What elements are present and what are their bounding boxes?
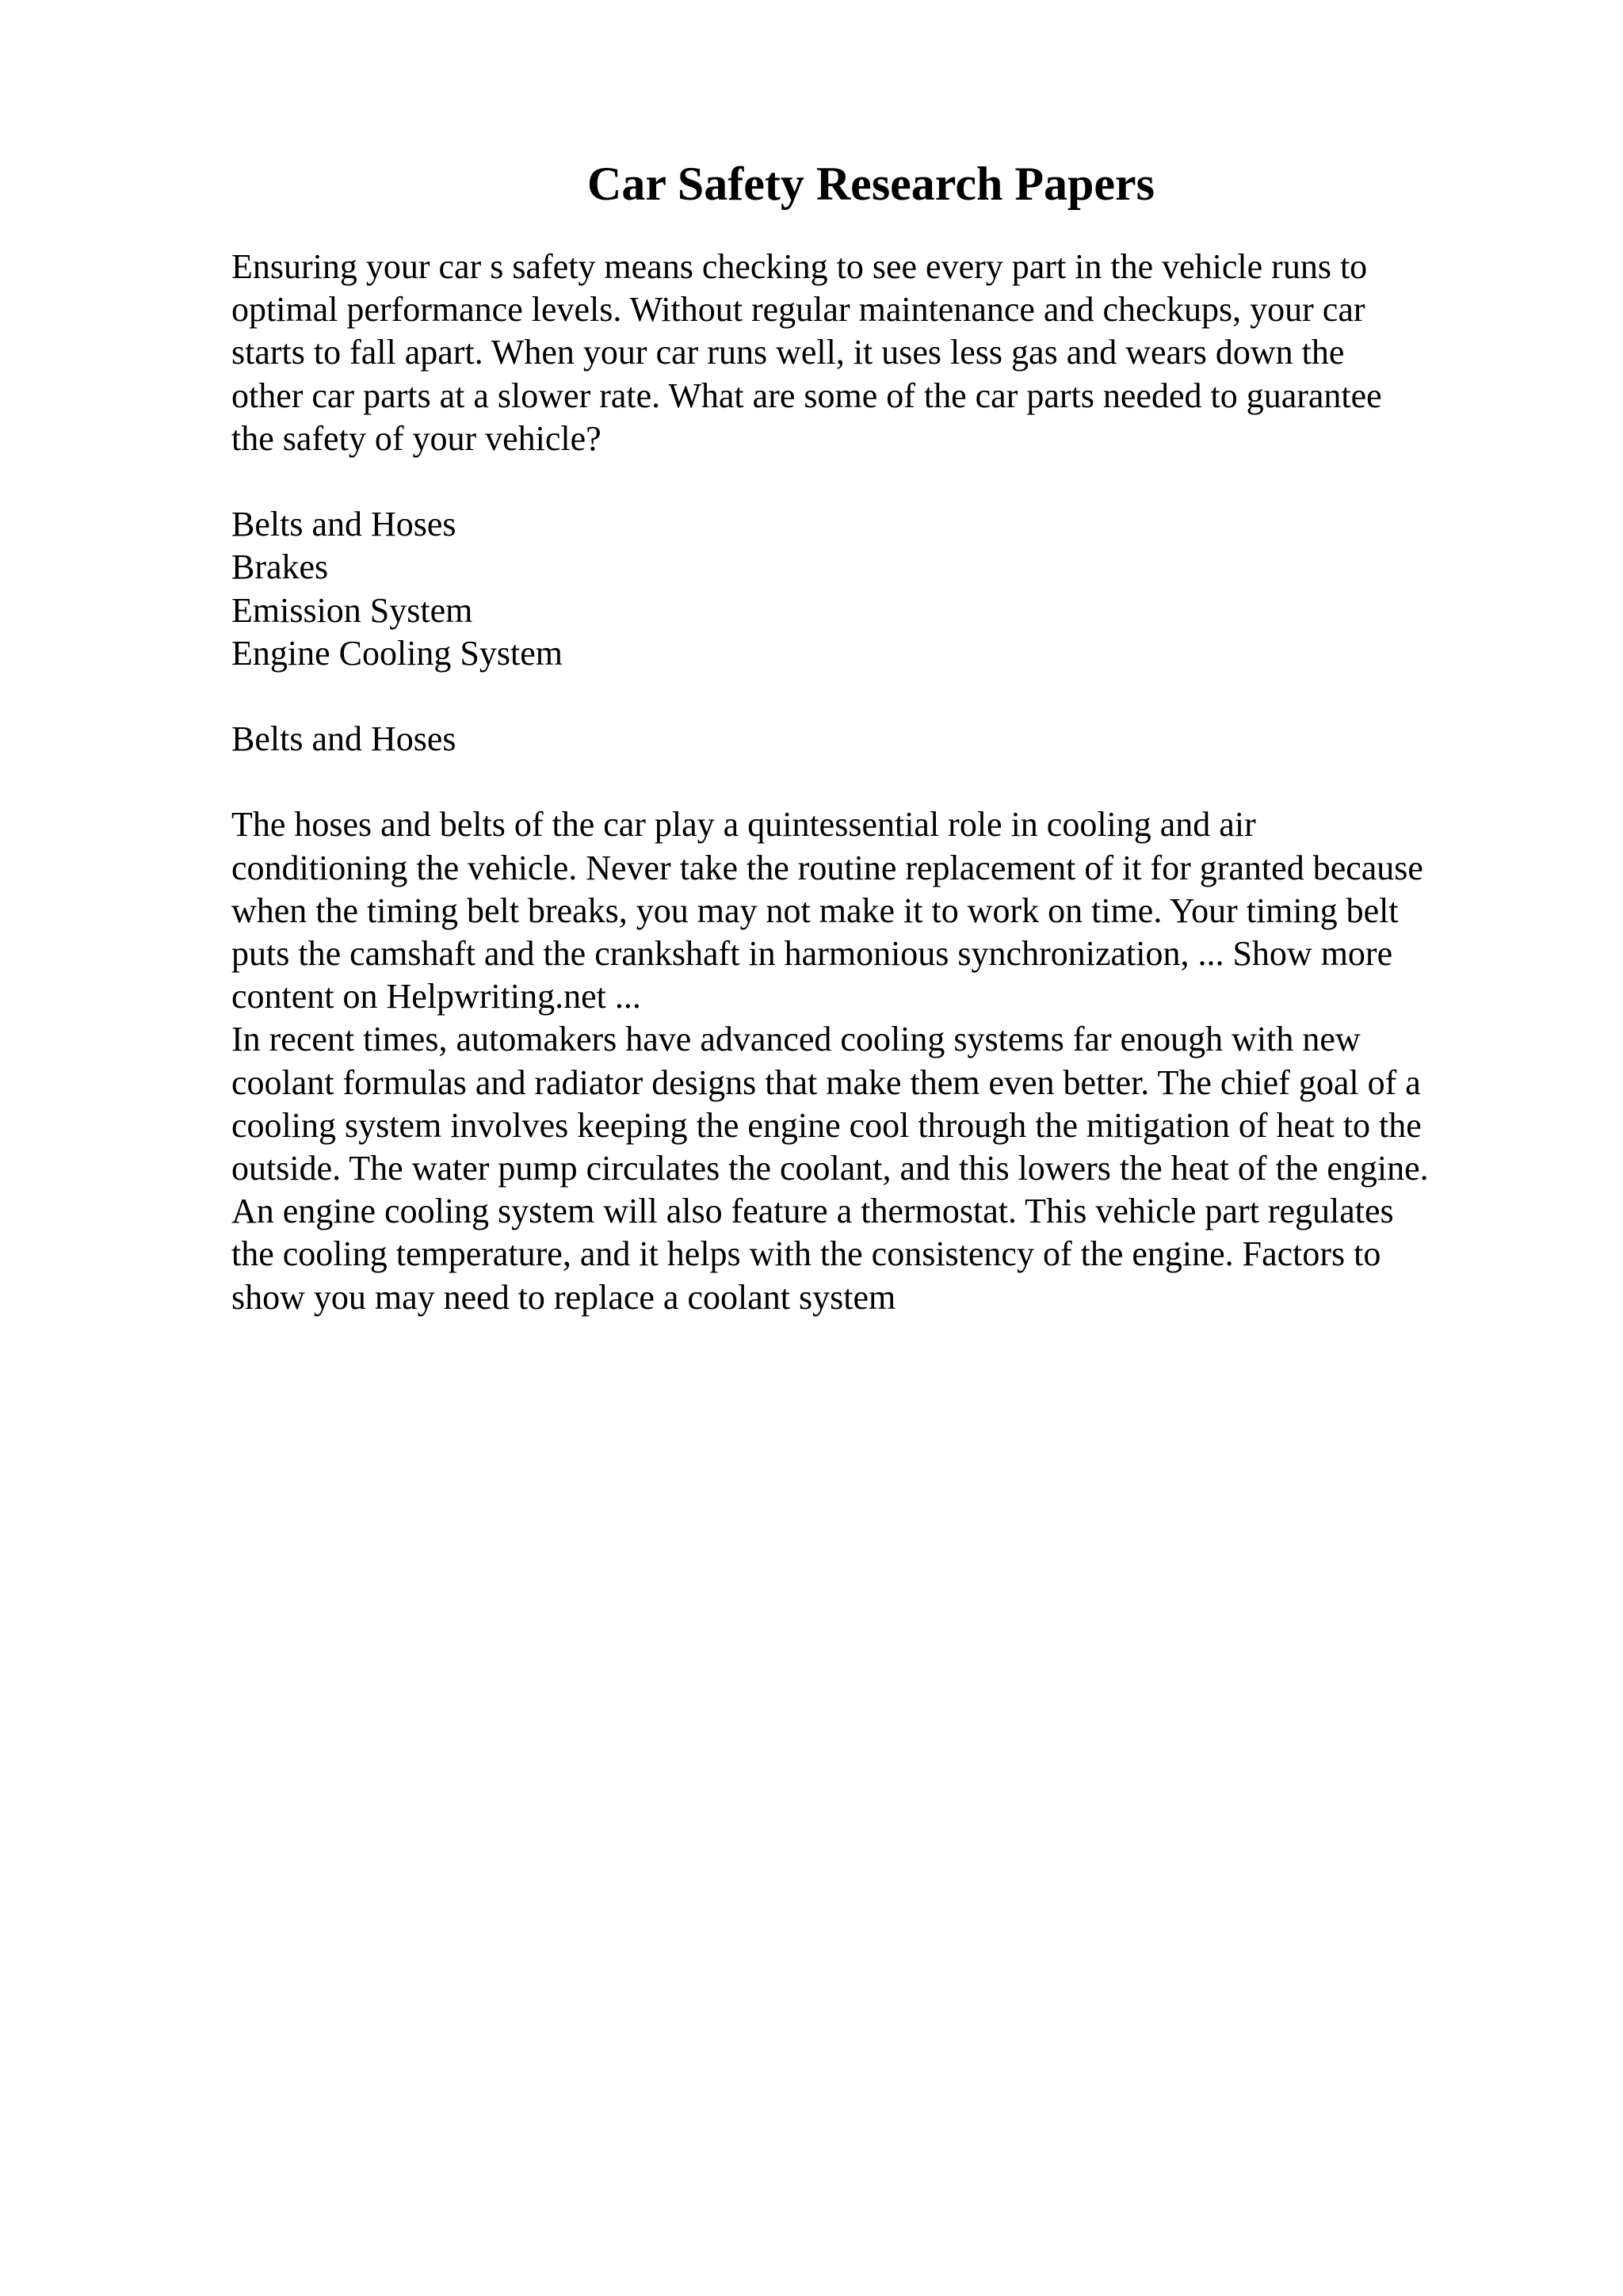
list-item: Belts and Hoses [231,505,456,544]
paragraph-spacer [231,675,1515,718]
paragraph-spacer [231,460,1515,503]
intro-line: Ensuring your car s safety means checking to see every part in the vehicle runs to [231,247,1368,286]
section-line: show you may need to replace a coolant system [231,1277,896,1317]
intro-line: other car parts at a slower rate. What are some of the car parts needed to guarantee [231,376,1382,415]
intro-paragraph [231,246,1515,460]
intro-line: optimal performance levels. Without regular maintenance and checkups, your car [231,290,1365,330]
document-body [231,246,1515,1319]
section-line: puts the camshaft and the crankshaft in harmonious synchronization, ... Show more [231,934,1393,973]
section-line: In recent times, automakers have advanced cooling systems far enough with new [231,1020,1361,1059]
section-line: An engine cooling system will also feature a thermostat. This vehicle part regulates [231,1192,1394,1231]
list-item: Emission System [231,590,473,630]
section-paragraph [231,803,1515,1318]
section-line: outside. The water pump circulates the coolant, and this lowers the heat of the engine. [231,1148,1429,1188]
paragraph-spacer [231,761,1515,803]
list-item: Brakes [231,547,329,587]
intro-line: the safety of your vehicle? [231,418,601,458]
section-heading: Belts and Hoses [231,719,456,759]
list-item: Engine Cooling System [231,633,563,673]
section-line: content on Helpwriting.net ... [231,977,641,1016]
section-line: coolant formulas and radiator designs that make them even better. The chief goal of a [231,1062,1421,1102]
section-line: The hoses and belts of the car play a quintessential role in cooling and air [231,805,1256,845]
section-line: when the timing belt breaks, you may not make it to work on time. Your timing belt [231,891,1399,930]
parts-list [231,503,1515,675]
section-line: the cooling temperature, and it helps with the consistency of the engine. Factors to [231,1234,1381,1274]
page-title: Car Safety Research Papers [587,158,1155,210]
section-line: cooling system involves keeping the engine cool through the mitigation of heat to the [231,1105,1422,1145]
intro-line: starts to fall apart. When your car runs well, it uses less gas and wears down the [231,333,1345,372]
section-line: conditioning the vehicle. Never take the routine replacement of it for granted because [231,848,1423,887]
